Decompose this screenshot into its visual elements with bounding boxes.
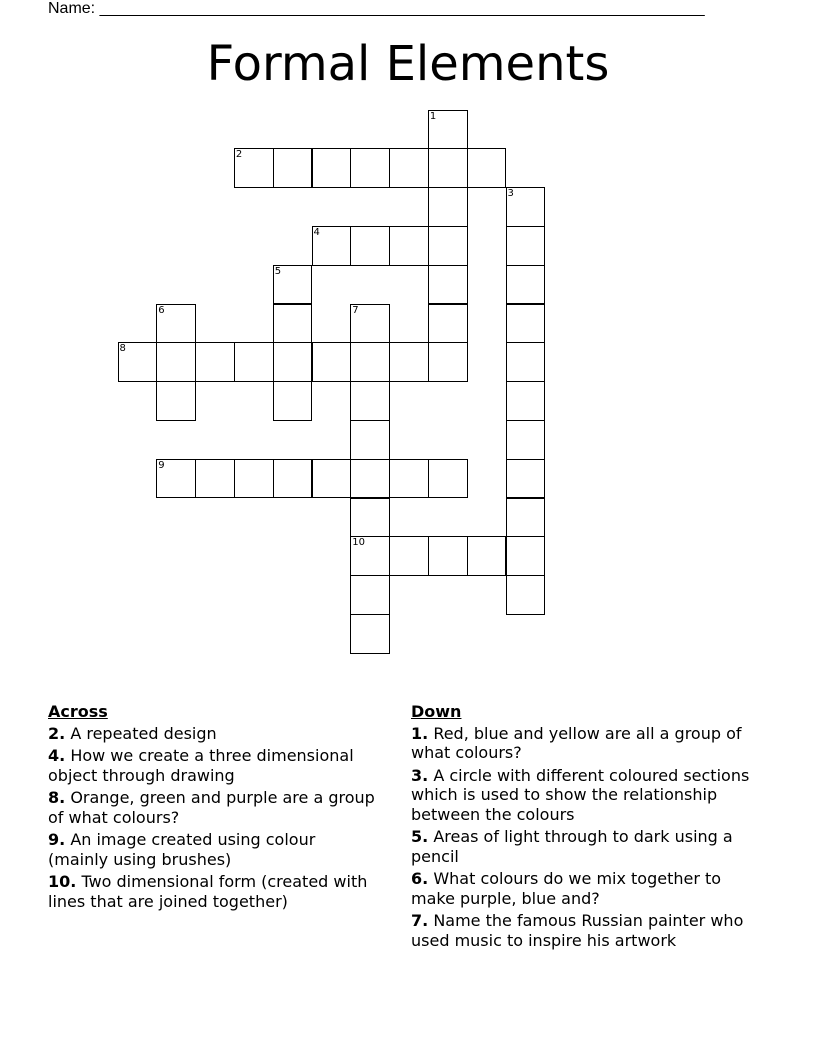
crossword-cell[interactable] [428, 187, 468, 227]
page-title: Formal Elements [206, 36, 610, 92]
clue-text: A circle with different coloured sections which is used to show the relationship between the colours [411, 765, 750, 824]
crossword-cell[interactable] [428, 342, 468, 382]
crossword-cell[interactable] [312, 342, 352, 382]
crossword-cell[interactable] [506, 342, 546, 382]
crossword-cell[interactable] [428, 536, 468, 576]
crossword-cell[interactable] [350, 304, 390, 344]
crossword-cell[interactable] [350, 614, 390, 654]
crossword-cell[interactable] [506, 420, 546, 460]
crossword-cell[interactable] [428, 304, 468, 344]
clue-number: 6. [411, 869, 429, 888]
crossword-cell[interactable] [467, 536, 507, 576]
cell-number: 9 [158, 459, 165, 471]
clue-across-9 [48, 830, 378, 869]
crossword-cell[interactable] [389, 459, 429, 499]
crossword-cell[interactable] [506, 304, 546, 344]
crossword-cell[interactable] [506, 381, 546, 421]
crossword-cell[interactable] [506, 536, 546, 576]
crossword-cell[interactable] [234, 342, 274, 382]
crossword-cell[interactable] [506, 187, 546, 227]
clue-number: 7. [411, 911, 429, 930]
across-clues [48, 702, 378, 914]
down-clues [411, 702, 756, 953]
clue-number: 5. [411, 827, 429, 846]
clue-text: Areas of light through to dark using a pencil [411, 827, 733, 866]
crossword-cell[interactable] [350, 498, 390, 538]
clue-text: An image created using colour (mainly using brushes) [48, 830, 316, 869]
crossword-cell[interactable] [350, 420, 390, 460]
crossword-cell[interactable] [428, 459, 468, 499]
crossword-cell[interactable] [118, 342, 158, 382]
crossword-cell[interactable] [273, 459, 313, 499]
clue-text: Red, blue and yellow are all a group of what colours? [411, 723, 742, 762]
clue-across-4 [48, 746, 378, 785]
crossword-cell[interactable] [467, 148, 507, 188]
clue-down-1 [411, 724, 756, 763]
crossword-cell[interactable] [234, 148, 274, 188]
clue-down-6 [411, 869, 756, 908]
cell-number: 7 [352, 304, 359, 316]
cell-number: 6 [158, 304, 165, 316]
clue-number: 3. [411, 765, 429, 785]
clue-down-5 [411, 827, 756, 866]
clue-number: 4. [48, 746, 66, 765]
crossword-cell[interactable] [195, 459, 235, 499]
crossword-cell[interactable] [273, 148, 313, 188]
crossword-cell[interactable] [506, 575, 546, 615]
cell-number: 5 [274, 265, 282, 277]
cell-number: 8 [119, 343, 126, 355]
crossword-cell[interactable] [389, 536, 429, 576]
crossword-cell[interactable] [350, 381, 390, 421]
crossword-cell[interactable] [156, 304, 196, 344]
crossword-cell[interactable] [195, 342, 235, 382]
across-heading: Across [48, 702, 108, 721]
clue-text: Orange, green and purple are a group of what colours? [48, 788, 375, 827]
crossword-cell[interactable] [389, 148, 429, 188]
crossword-cell[interactable] [350, 536, 390, 576]
crossword-cell[interactable] [506, 498, 546, 538]
crossword-cell[interactable] [273, 265, 313, 305]
clue-across-10 [48, 872, 378, 911]
crossword-cell[interactable] [350, 459, 390, 499]
crossword-cell[interactable] [273, 381, 313, 421]
clue-number: 9. [48, 830, 66, 849]
crossword-cell[interactable] [156, 381, 196, 421]
clue-across-2 [48, 724, 378, 744]
clue-number: 1. [411, 723, 429, 743]
clue-number: 8. [48, 788, 66, 807]
clue-text: A repeated design [70, 723, 217, 743]
crossword-cell[interactable] [234, 459, 274, 499]
clue-number: 2. [48, 723, 66, 743]
down-heading: Down [411, 702, 462, 721]
crossword-cell[interactable] [312, 148, 352, 188]
crossword-cell[interactable] [312, 459, 352, 499]
crossword-cell[interactable] [312, 226, 352, 266]
crossword-cell[interactable] [156, 459, 196, 499]
clue-text: Two dimensional form (created with lines that are joined together) [48, 872, 368, 911]
crossword-cell[interactable] [506, 265, 546, 305]
crossword-cell[interactable] [506, 459, 546, 499]
clue-text: How we create a three dimensional object through drawing [48, 746, 354, 785]
name-field[interactable]: Name: ____________________________________________________________________ [48, 0, 705, 17]
crossword-cell[interactable] [428, 110, 468, 150]
cell-number: 4 [313, 226, 320, 238]
clue-text: Name the famous Russian painter who used music to inspire his artwork [411, 911, 744, 950]
crossword-cell[interactable] [350, 575, 390, 615]
crossword-cell[interactable] [389, 226, 429, 266]
crossword-cell[interactable] [389, 342, 429, 382]
cell-number: 3 [507, 188, 514, 200]
cell-number: 10 [352, 537, 366, 549]
crossword-cell[interactable] [428, 148, 468, 188]
cell-number: 1 [429, 110, 437, 122]
crossword-cell[interactable] [350, 226, 390, 266]
crossword-cell[interactable] [506, 226, 546, 266]
crossword-cell[interactable] [273, 304, 313, 344]
clue-across-8 [48, 788, 378, 827]
clue-down-3 [411, 766, 756, 825]
clue-text: What colours do we mix together to make purple, blue and? [411, 869, 722, 908]
crossword-cell[interactable] [428, 226, 468, 266]
crossword-cell[interactable] [350, 148, 390, 188]
crossword-cell[interactable] [428, 265, 468, 305]
clue-number: 10. [48, 872, 77, 891]
clue-down-7 [411, 911, 756, 950]
cell-number: 2 [235, 149, 243, 161]
crossword-cell[interactable] [156, 342, 196, 382]
crossword-cell[interactable] [273, 342, 313, 382]
crossword-cell[interactable] [350, 342, 390, 382]
